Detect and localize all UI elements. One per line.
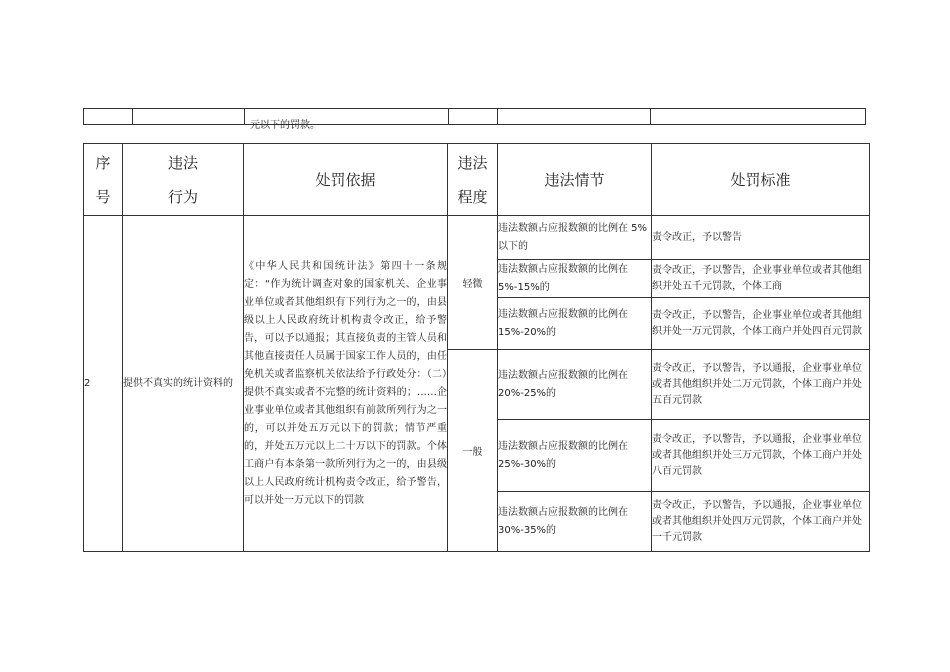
previous-page-table-strip <box>83 108 866 125</box>
cell-degree: 轻微 <box>448 216 498 350</box>
header-seq <box>84 144 123 216</box>
table-header-row <box>84 144 870 216</box>
header-act <box>123 144 244 216</box>
cell-standard: 责令改正，予以警告，企业事业单位或者其他组织并处一万元罚款，个体工商户并处四百元罚款 <box>652 298 870 350</box>
cell-basis: 《中华人民共和国统计法》第四十一条规定：“作为统计调查对象的国家机关、企业事业单位或者其他组织有下列行为之一的，由县级以上人民政府统计机构责令改正，给予警告，可以予以通报；其直接负责的主管人员和其他直接责任人员属于国家工作人员的，由任免机关或者监察机关依法给予行政处分：（二）提供不真实或者不完整的统计资料的；……企业事业单位或者其他组织有前款所列行为之一的，可以并处五万元以下的罚款；情节严重的，并处五万元以上二十万以下的罚款。个体工商户有本条第一款所列行为之一的，由县级以上人民政府统计机构责令改正，给予警告，可以并处一万元以下的罚款 <box>244 216 448 552</box>
cell-degree: 一般 <box>448 350 498 552</box>
cell-situation: 违法数额占应报数额的比例在 5%-15%的 <box>498 260 652 298</box>
cell-standard: 责令改正，予以警告，企业事业单位或者其他组织并处五千元罚款，个体工商 <box>652 260 870 298</box>
header-seq-line: 序 <box>95 153 111 172</box>
cell-standard: 责令改正，予以警告 <box>652 216 870 260</box>
cell-standard: 责令改正，予以警告，予以通报，企业事业单位或者其他组织并处三万元罚款，个体工商户并处八百元罚款 <box>652 420 870 492</box>
strip-divider <box>497 109 498 124</box>
cell-situation: 违法数额占应报数额的比例在 20%-25%的 <box>498 350 652 420</box>
strip-divider <box>244 109 245 124</box>
cell-situation: 违法数额占应报数额的比例在 30%-35%的 <box>498 492 652 552</box>
continuation-text: 元以下的罚款。 <box>250 120 320 131</box>
strip-divider <box>448 109 449 124</box>
header-act-line: 违法 <box>167 153 198 172</box>
cell-standard: 责令改正，予以警告，予以通报，企业事业单位或者其他组织并处四万元罚款，个体工商户并处一千元罚款 <box>652 492 870 552</box>
header-act-line: 行为 <box>167 187 198 206</box>
header-situation: 违法情节 <box>498 144 652 216</box>
cell-situation: 违法数额占应报数额的比例在 25%-30%的 <box>498 420 652 492</box>
header-degree-line: 违法 <box>457 153 488 172</box>
strip-divider <box>650 109 651 124</box>
cell-standard: 责令改正，予以警告，予以通报，企业事业单位或者其他组织并处二万元罚款，个体工商户并处五百元罚款 <box>652 350 870 420</box>
cell-seq: 2 <box>84 216 123 552</box>
header-degree-line: 程度 <box>457 187 488 206</box>
header-standard: 处罚标准 <box>652 144 870 216</box>
penalty-standard-table <box>83 143 870 552</box>
header-degree <box>448 144 498 216</box>
cell-situation: 违法数额占应报数额的比例在 15%-20%的 <box>498 298 652 350</box>
cell-act: 提供不真实的统计资料的 <box>123 216 244 552</box>
header-seq-line: 号 <box>95 187 111 206</box>
strip-divider <box>132 109 133 124</box>
cell-situation: 违法数额占应报数额的比例在 5%以下的 <box>498 216 652 260</box>
header-basis: 处罚依据 <box>244 144 448 216</box>
table-row <box>84 216 870 260</box>
